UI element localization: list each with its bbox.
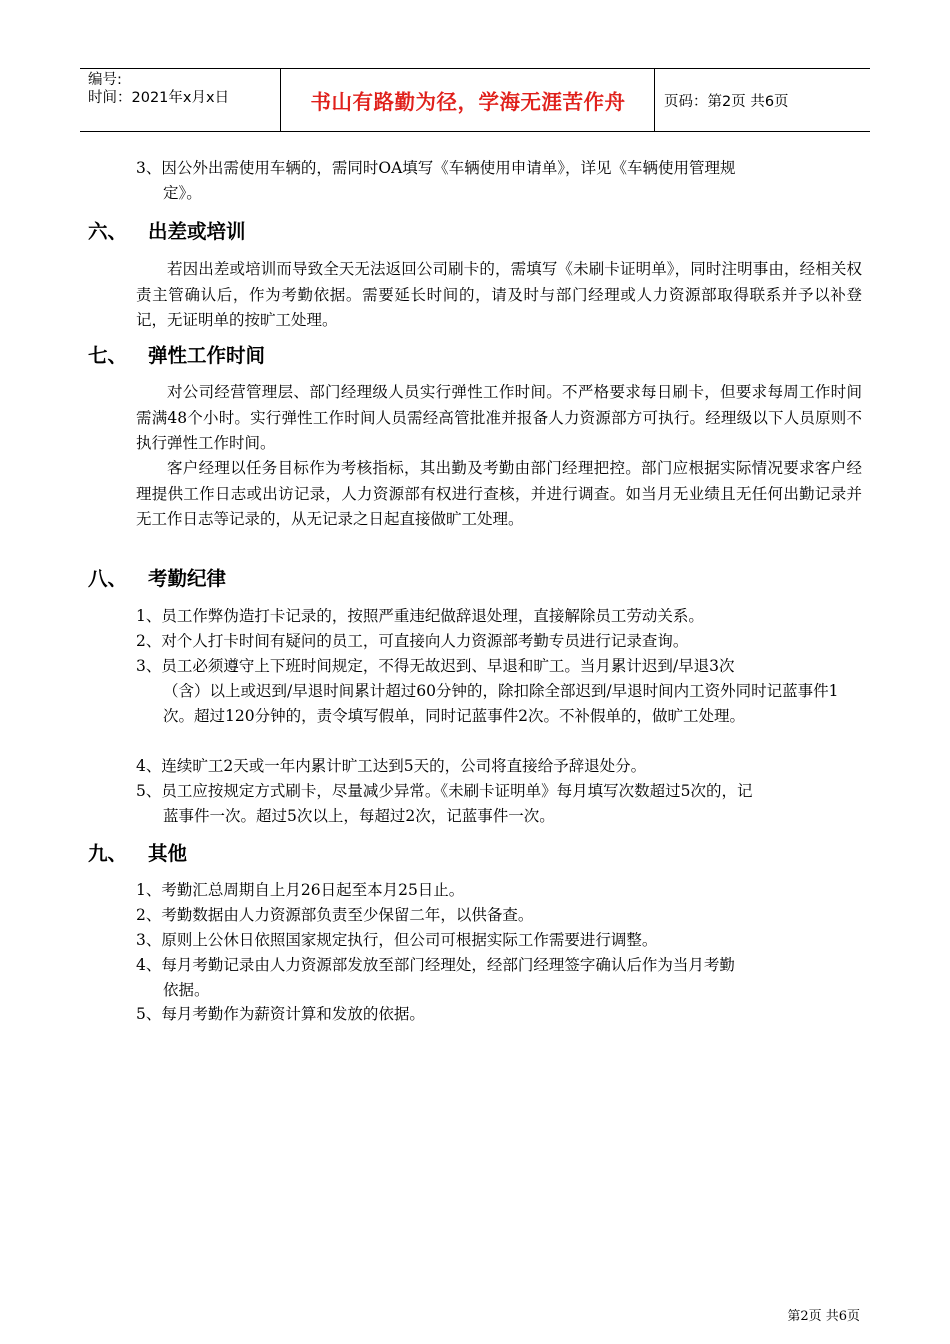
list-item-text: 4、每月考勤记录由人力资源部发放至部门经理处，经部门经理签字确认后作为当月考勤 bbox=[136, 956, 735, 974]
list-item-text: 5、员工应按规定方式刷卡，尽量减少异常。《未刷卡证明单》每月填写次数超过5次的，记 bbox=[136, 782, 753, 800]
list-item bbox=[136, 953, 862, 1003]
list-item-text: 5、每月考勤作为薪资计算和发放的依据。 bbox=[136, 1005, 425, 1023]
section-title: 考勤纪律 bbox=[148, 567, 227, 590]
list-item bbox=[136, 156, 862, 206]
page-header bbox=[80, 68, 870, 132]
list-item bbox=[136, 779, 862, 829]
list-item bbox=[136, 604, 862, 629]
document-date-label: 时间：2021年x月x日 bbox=[88, 90, 230, 106]
list-item bbox=[136, 928, 862, 953]
paragraph: 客户经理以任务目标作为考核指标，其出勤及考勤由部门经理把控。部门应根据实际情况要求客户经理提供工作日志或出访记录，人力资源部有权进行查核，并进行调查。如当月无业绩且无任何出勤记录并无工作日志等记录的，从无记录之日起直接做旷工处理。 bbox=[136, 459, 862, 528]
list-item-text: 3、员工必须遵守上下班时间规定，不得无故迟到、早退和旷工。当月累计迟到/早退3次 bbox=[136, 657, 735, 675]
list-item-continuation: 蓝事件一次。超过5次以上，每超过2次，记蓝事件一次。 bbox=[163, 807, 555, 825]
header-motto: 书山有路勤为径，学海无涯苦作舟 bbox=[310, 90, 626, 114]
header-page-number: 页码：第2页 共6页 bbox=[664, 93, 789, 110]
list-item-text: 1、员工作弊伪造打卡记录的，按照严重违纪做辞退处理，直接解除员工劳动关系。 bbox=[136, 607, 704, 625]
list-item bbox=[136, 903, 862, 928]
list-item bbox=[136, 754, 862, 779]
list-item bbox=[136, 1002, 862, 1027]
section-number: 九、 bbox=[88, 842, 128, 865]
section-title: 其他 bbox=[148, 842, 188, 865]
list-item-continuation: 定》。 bbox=[163, 184, 202, 202]
list-item-text: 4、连续旷工2天或一年内累计旷工达到5天的，公司将直接给予辞退处分。 bbox=[136, 757, 647, 775]
section-title: 出差或培训 bbox=[148, 220, 246, 243]
header-meta bbox=[88, 71, 278, 107]
list-item-text: 2、对个人打卡时间有疑问的员工，可直接向人力资源部考勤专员进行记录查询。 bbox=[136, 632, 689, 650]
section-heading bbox=[88, 841, 187, 867]
list-item bbox=[136, 629, 862, 654]
list-item bbox=[136, 654, 862, 729]
document-number-label: 编号: bbox=[88, 72, 122, 88]
list-item-text: 3、因公外出需使用车辆的，需同时OA填写《车辆使用申请单》，详见《车辆使用管理规 bbox=[136, 159, 736, 177]
section-number: 八、 bbox=[88, 567, 128, 590]
section-heading bbox=[88, 566, 226, 592]
list-item-continuation: （含）以上或迟到/早退时间累计超过60分钟的，除扣除全部迟到/早退时间内工资外同时记蓝事件1次。超过120分钟的，责令填写假单，同时记蓝事件2次。不补假单的，做旷工处理。 bbox=[163, 682, 839, 725]
list-item-continuation: 依据。 bbox=[163, 981, 210, 999]
section-number: 七、 bbox=[88, 344, 128, 367]
list-item-text: 3、原则上公休日依照国家规定执行，但公司可根据实际工作需要进行调整。 bbox=[136, 931, 658, 949]
header-divider bbox=[654, 69, 655, 131]
paragraph: 若因出差或培训而导致全天无法返回公司刷卡的，需填写《未刷卡证明单》，同时注明事由，经相关权责主管确认后，作为考勤依据。需要延长时间的，请及时与部门经理或人力资源部取得联系并予以补登记，无证明单的按旷工处理。 bbox=[136, 260, 862, 329]
paragraph: 对公司经营管理层、部门经理级人员实行弹性工作时间。不严格要求每日刷卡，但要求每周工作时间需满48个小时。实行弹性工作时间人员需经高管批准并报备人力资源部方可执行。经理级以下人员原则不执行弹性工作时间。 bbox=[136, 383, 862, 452]
section-heading bbox=[88, 219, 246, 245]
list-item bbox=[136, 878, 862, 903]
section-heading bbox=[88, 343, 265, 369]
section-title: 弹性工作时间 bbox=[148, 344, 266, 367]
list-item-text: 2、考勤数据由人力资源部负责至少保留二年，以供备查。 bbox=[136, 906, 534, 924]
page-footer-number: 第2页 共6页 bbox=[787, 1309, 860, 1324]
header-divider bbox=[280, 69, 281, 131]
section-number: 六、 bbox=[88, 220, 128, 243]
list-item-text: 1、考勤汇总周期自上月26日起至本月25日止。 bbox=[136, 881, 465, 899]
